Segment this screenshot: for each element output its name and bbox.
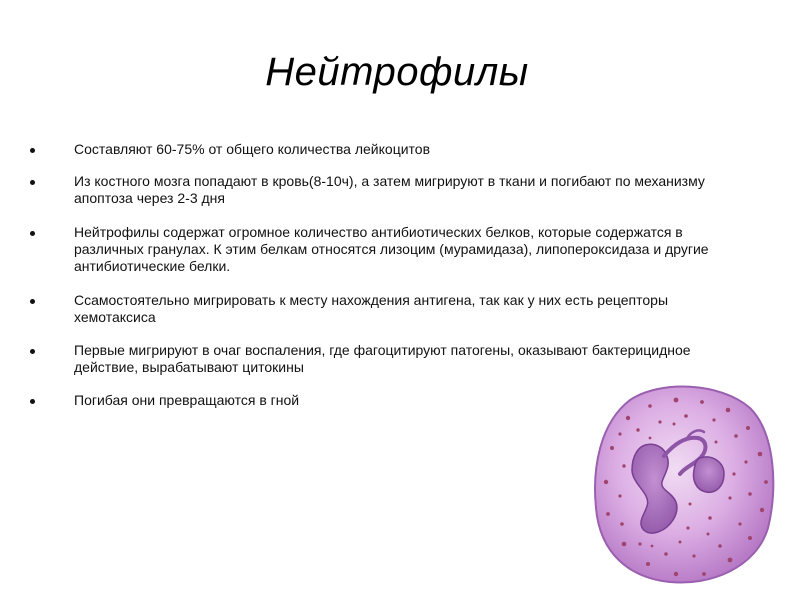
bullet-text: Из костного мозга попадают в кровь(8-10ч), а затем мигрируют в ткани и погибают по механизму апоптоза через 2-3 дня: [74, 173, 705, 206]
bullet-text: Составляют 60-75% от общего количества лейкоцитов: [74, 141, 431, 157]
neutrophil-cell-illustration: [590, 378, 780, 588]
cell-nucleus-lobe-right: [694, 457, 725, 492]
bullet-dot-icon: [30, 349, 35, 354]
slide-title: Нейтрофилы: [265, 50, 529, 94]
bullet-dot-icon: [30, 299, 35, 304]
bullet-text: Погибая они превращаются в гной: [74, 392, 300, 408]
bullet-text: Нейтрофилы содержат огромное количество антибиотических белков, которые содержатся в различных гранулах. К этим белкам относятся лизоцим (мурамидаза), липопероксидаза и другие антибиотические белки.: [74, 224, 709, 274]
bullet-dot-icon: [30, 148, 35, 153]
bullet-dot-icon: [30, 399, 35, 404]
bullet-dot-icon: [30, 180, 35, 185]
cell-cytoplasm: [595, 387, 773, 583]
bullet-text: Ссамостоятельно мигрировать к месту нахождения антигена, так как у них есть рецепторы хемотаксиса: [74, 292, 669, 325]
bullet-dot-icon: [30, 231, 35, 236]
bullet-text: Первые мигрируют в очаг воспаления, где фагоцитируют патогены, оказывают бактерицидное действие, вырабатывают цитокины: [74, 342, 691, 375]
